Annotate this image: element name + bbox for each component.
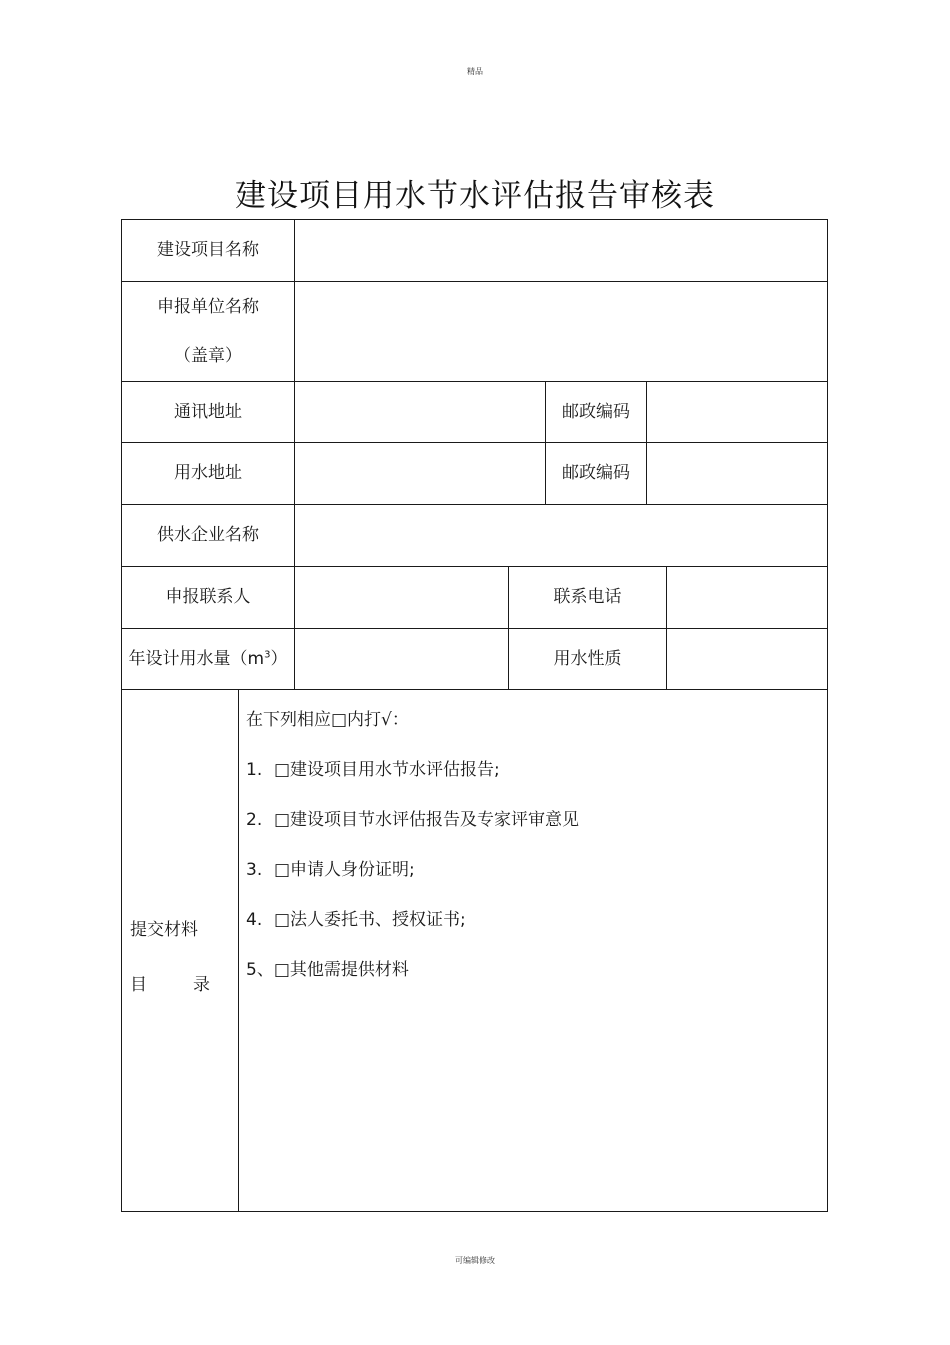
water-postcode-field[interactable]	[647, 443, 827, 504]
water-address-field[interactable]	[295, 443, 545, 504]
mailing-address-label: 通讯地址	[174, 401, 242, 422]
material-item[interactable]	[246, 905, 466, 930]
materials-label-line2	[130, 970, 210, 995]
materials-label-line1: 提交材料	[130, 920, 198, 940]
row-divider	[122, 689, 827, 690]
material-item[interactable]	[246, 955, 409, 980]
material-item-text: □申请人身份证明;	[274, 860, 415, 880]
material-item[interactable]	[246, 855, 415, 880]
contact-person-label: 申报联系人	[165, 587, 251, 607]
materials-label	[130, 915, 210, 995]
contact-person-field[interactable]	[295, 567, 508, 628]
contact-phone-field[interactable]	[667, 567, 827, 628]
water-postcode-label: 邮政编码	[562, 463, 630, 483]
material-item[interactable]	[246, 755, 500, 780]
annual-water-label-suffix: ）	[270, 648, 288, 669]
footer-watermark: 可编辑修改	[455, 1256, 495, 1265]
supplier-name-field[interactable]	[295, 505, 827, 566]
materials-label-line2a: 目	[130, 975, 147, 995]
material-item-number: 3.	[246, 860, 263, 880]
annual-water-label-prefix: 年设计用水量（m	[128, 648, 265, 669]
material-item-text: □其他需提供材料	[273, 960, 409, 980]
water-address-label: 用水地址	[174, 463, 242, 483]
material-item[interactable]	[246, 805, 579, 830]
mailing-postcode-label: 邮政编码	[562, 401, 630, 422]
material-item-number: 4.	[246, 910, 263, 930]
applicant-unit-field[interactable]	[295, 282, 827, 381]
material-item-text: □法人委托书、授权证书;	[274, 910, 466, 930]
applicant-unit-label	[122, 282, 294, 381]
material-item-text: □建设项目节水评估报告及专家评审意见	[274, 810, 580, 830]
mailing-address-field[interactable]	[295, 382, 545, 442]
annual-water-label	[122, 629, 294, 689]
material-item-number: 1.	[246, 760, 263, 780]
form-title: 建设项目用水节水评估报告审核表	[235, 178, 715, 214]
applicant-unit-label-line2: （盖章）	[174, 345, 242, 366]
annual-water-label-sup: 3	[264, 648, 271, 660]
material-item-number: 5、	[246, 960, 274, 980]
materials-label-line2b: 录	[193, 975, 210, 995]
annual-water-label-text	[128, 648, 288, 669]
material-item-text: □建设项目用水节水评估报告;	[274, 760, 500, 780]
annual-water-field[interactable]	[295, 629, 508, 689]
project-name-field[interactable]	[295, 220, 827, 281]
mailing-postcode-field[interactable]	[647, 382, 827, 442]
materials-instruction: 在下列相应□内打√：	[246, 710, 409, 730]
supplier-name-label: 供水企业名称	[157, 525, 259, 545]
project-name-label: 建设项目名称	[157, 240, 259, 260]
water-nature-field[interactable]	[667, 629, 827, 689]
applicant-unit-label-line1: 申报单位名称	[157, 296, 259, 317]
header-watermark: 精品	[467, 67, 483, 76]
review-form-table	[121, 219, 828, 1212]
material-item-number: 2.	[246, 810, 263, 830]
column-divider	[238, 689, 239, 1211]
contact-phone-label: 联系电话	[553, 587, 622, 607]
water-nature-label: 用水性质	[553, 648, 622, 669]
